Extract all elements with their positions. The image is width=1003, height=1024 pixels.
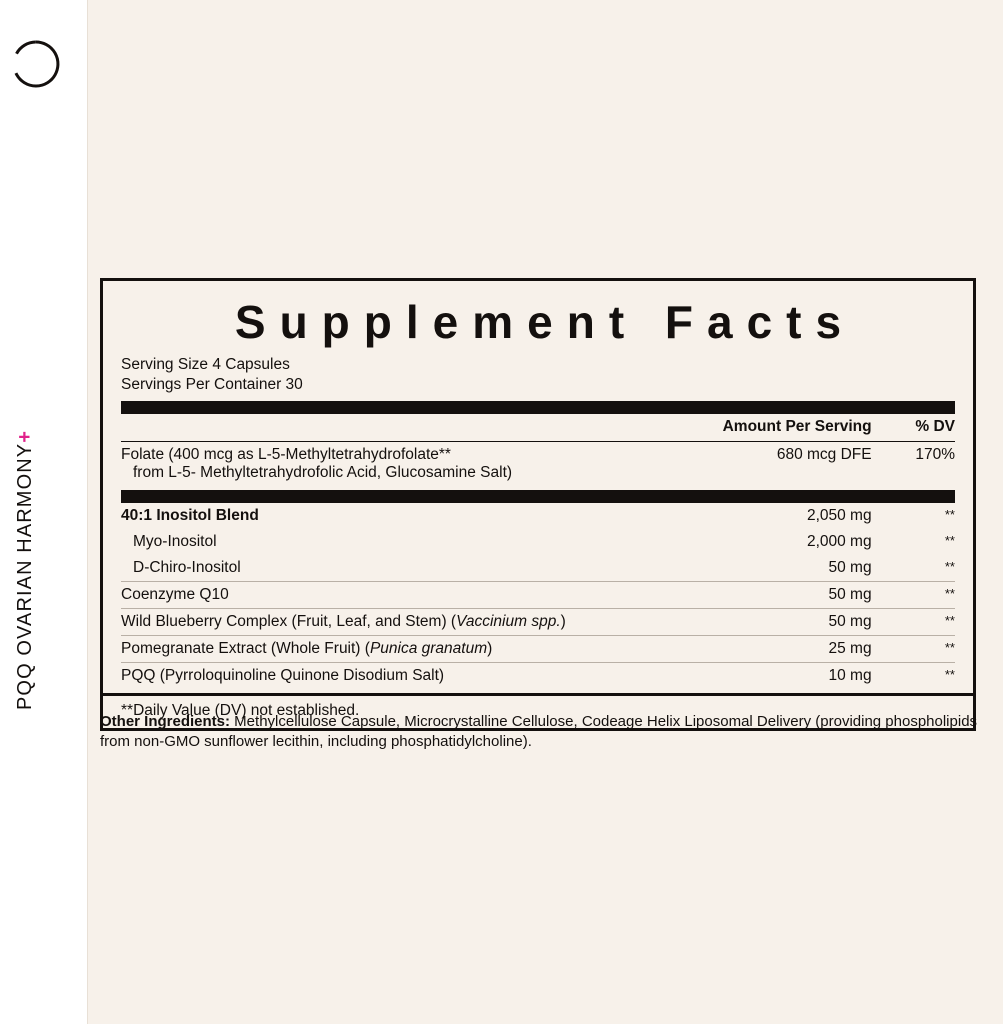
nutrient-name-coq10: Coenzyme Q10 [121,581,646,608]
other-ingredients-text: Methylcellulose Capsule, Microcrystalline Cellulose, Codeage Helix Liposomal Delivery (providing phospholipids from non-GMO sunflower lecithin, including phosphatidylcholine). [100,713,978,751]
nutrient-dv-inositol-blend: ** [944,506,955,522]
nutrient-amount-pomegranate: 25 mg [646,635,871,662]
nutrient-amount-myo-inositol: 2,000 mg [806,532,872,550]
table-header-row [121,414,955,442]
facts-table [121,414,955,486]
header-blank [121,414,646,442]
nutrient-dv-coq10: ** [872,581,955,608]
nutrient-amount-inositol-blend: 2,050 mg [806,506,872,524]
nutrient-amount-folate: 680 mcg DFE [646,441,871,486]
table-row-pqq [121,662,955,689]
servings-per-container: Servings Per Container 30 [121,375,303,393]
product-name-text: PQQ OVARIAN HARMONY [14,442,36,711]
table-row-d-chiro-inositol [121,555,955,582]
nutrient-dv-pomegranate: ** [872,635,955,662]
table-row-myo-inositol [121,529,955,555]
table-row-wild-blueberry [121,608,955,635]
circle-ring-logo-icon [10,38,62,90]
nutrient-dv-folate: 170% [872,441,955,486]
divider-thick-middle [121,490,955,503]
header-amount-per-serving: Amount Per Serving [722,417,872,435]
nutrient-name-folate [121,441,646,486]
nutrient-amount-d-chiro-inositol: 50 mg [828,558,872,576]
nutrient-name-inositol-blend: 40:1 Inositol Blend [121,506,259,524]
nutrient-amount-pqq: 10 mg [646,662,871,689]
product-name-plus: + [14,430,36,443]
nutrient-name-wild-blueberry: Wild Blueberry Complex (Fruit, Leaf, and Stem) (Vaccinium spp.) [121,608,646,635]
botanical-name: Vaccinium spp. [456,612,561,630]
nutrient-dv-myo-inositol: ** [944,532,955,548]
nutrient-dv-pqq: ** [872,662,955,689]
supplement-facts-title: Supplement Facts [234,296,856,348]
facts-table-ingredients [121,503,955,689]
nutrient-amount-wild-blueberry: 50 mg [646,608,871,635]
serving-info [103,355,973,395]
table-row-coq10 [121,581,955,608]
header-percent-dv: % DV [915,417,955,435]
folate-line-1: Folate (400 mcg as L-5-Methyltetrahydrofolate** [121,445,451,463]
serving-size: Serving Size 4 Capsules [121,356,290,373]
folate-line-2: from L-5- Methyltetrahydrofolic Acid, Glucosamine Salt) [133,463,513,481]
table-row-pomegranate [121,635,955,662]
nutrient-name-myo-inositol: Myo-Inositol [133,532,217,550]
nutrient-name-pqq: PQQ (Pyrroloquinoline Quinone Disodium Salt) [121,662,646,689]
table-row-folate [121,441,955,486]
botanical-name: Punica granatum [369,639,488,657]
other-ingredients-label: Other Ingredients: [100,713,231,730]
nutrient-name-d-chiro-inositol: D-Chiro-Inositol [133,558,241,576]
nutrient-dv-wild-blueberry: ** [872,608,955,635]
nutrient-name-pomegranate: Pomegranate Extract (Whole Fruit) (Punica granatum) [121,635,646,662]
supplement-facts-panel [100,278,976,731]
daily-value-note: **Daily Value (DV) not established. [103,693,973,728]
nutrient-dv-d-chiro-inositol: ** [944,558,955,574]
nutrient-amount-coq10: 50 mg [646,581,871,608]
divider-thick-top [121,401,955,414]
product-name-vertical [14,430,74,990]
other-ingredients-block [100,712,990,753]
left-sidebar [0,0,88,1024]
table-row-inositol-blend [121,503,955,529]
